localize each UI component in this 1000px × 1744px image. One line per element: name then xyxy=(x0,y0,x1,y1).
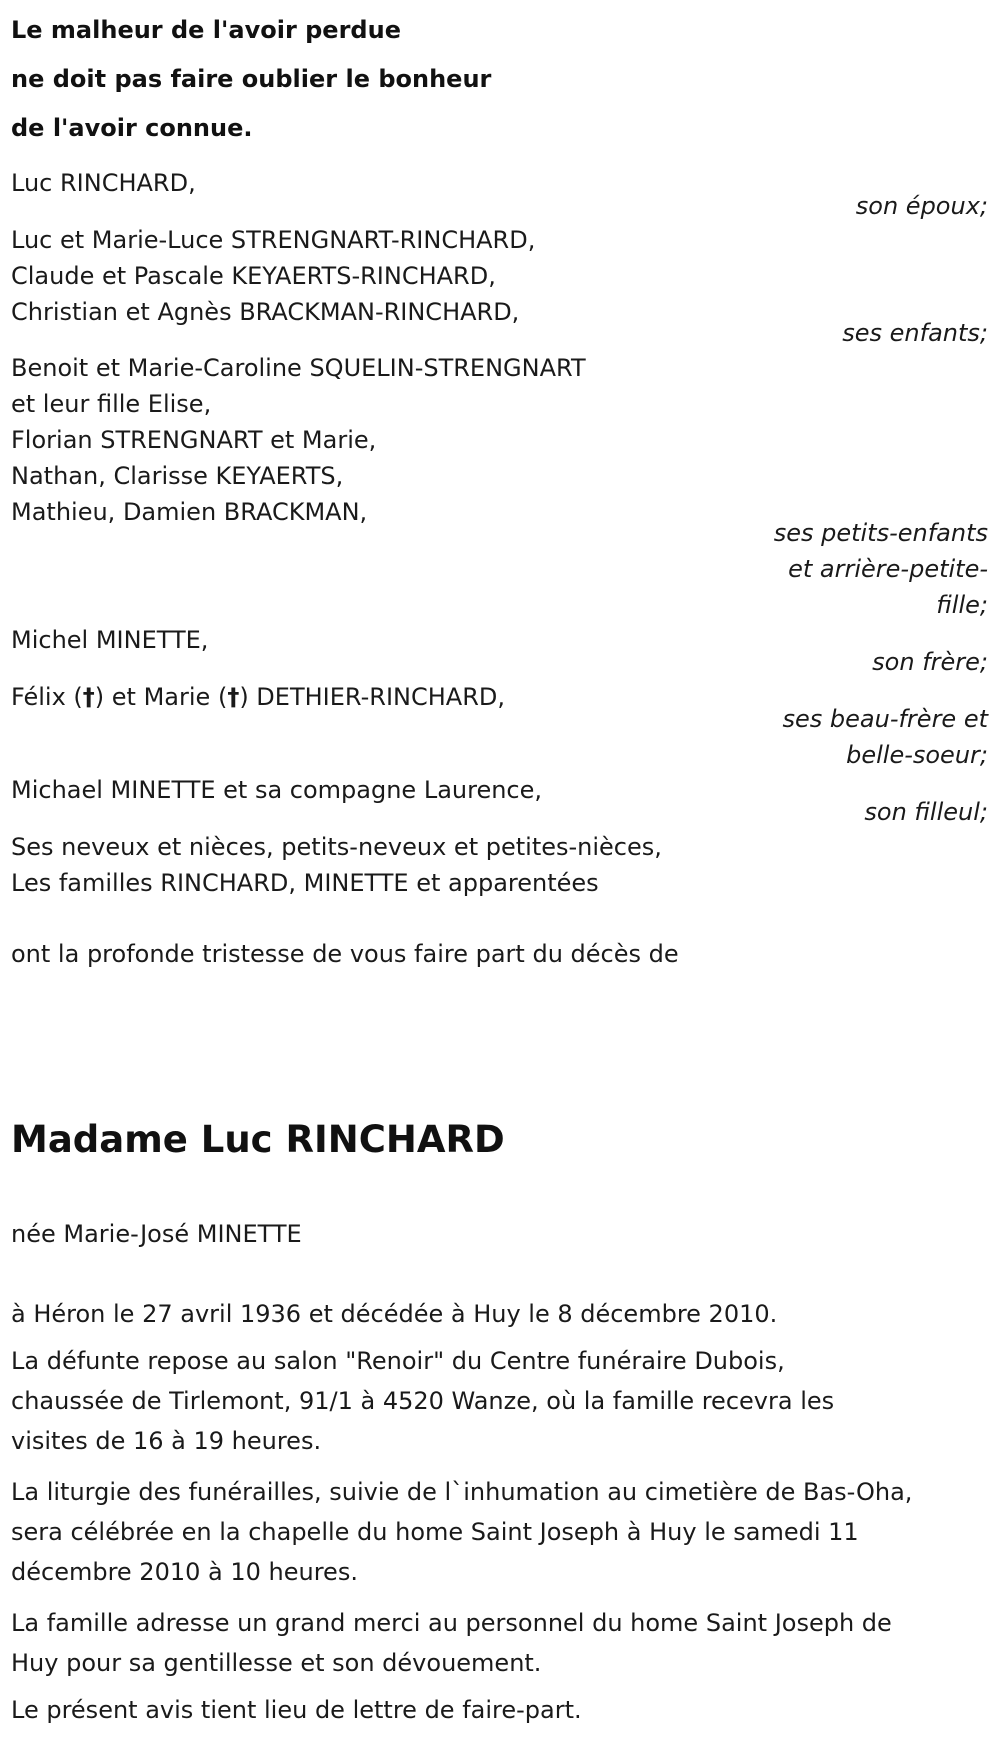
announcement-text: ont la profonde tristesse de vous faire part du décès de xyxy=(11,940,679,968)
paragraph-line: La défunte repose au salon "Renoir" du Centre funéraire Dubois, xyxy=(11,1347,785,1375)
cross-icon: † xyxy=(82,683,95,711)
paragraph-line: Huy pour sa gentillesse et son dévouement. xyxy=(11,1649,542,1677)
motto xyxy=(11,6,491,153)
spouse-role: son époux; xyxy=(855,192,988,220)
brother-role: son frère; xyxy=(872,648,988,676)
godson-role: son filleul; xyxy=(864,798,988,826)
spouse-name: Luc RINCHARD, xyxy=(11,169,196,197)
motto-line: Le malheur de l'avoir perdue xyxy=(11,16,401,44)
godson-name: Michael MINETTE et sa compagne Laurence, xyxy=(11,776,543,804)
in-laws-role-line: ses beau-frère et xyxy=(782,705,988,733)
cross-icon: † xyxy=(227,683,240,711)
paragraph-line: La liturgie des funérailles, suivie de l`inhumation au cimetière de Bas-Oha, xyxy=(11,1478,913,1506)
paragraph-line: visites de 16 à 19 heures. xyxy=(11,1427,322,1455)
grandchild-line: Florian STRENGNART et Marie, xyxy=(11,426,377,454)
paragraph-line: sera célébrée en la chapelle du home Saint Joseph à Huy le samedi 11 xyxy=(11,1518,859,1546)
grandchildren-role-line: ses petits-enfants xyxy=(773,519,988,547)
grandchildren-role-line: et arrière-petite- xyxy=(788,555,988,583)
paragraph-line: décembre 2010 à 10 heures. xyxy=(11,1558,358,1586)
deceased-name: Madame Luc RINCHARD xyxy=(11,1118,505,1161)
thanks-paragraph xyxy=(11,1603,996,1683)
motto-line: ne doit pas faire oublier le bonheur xyxy=(11,65,492,93)
grandchild-line: Nathan, Clarisse KEYAERTS, xyxy=(11,462,344,490)
relatives-line: Les familles RINCHARD, MINETTE et apparentées xyxy=(11,869,599,897)
child-line: Luc et Marie-Luce STRENGNART-RINCHARD, xyxy=(11,226,536,254)
motto-line: de l'avoir connue. xyxy=(11,114,253,142)
grandchildren-role-line: fille; xyxy=(936,591,988,619)
notice-text: Le présent avis tient lieu de lettre de faire-part. xyxy=(11,1696,582,1724)
in-laws-role-line: belle-soeur; xyxy=(846,741,988,769)
grandchild-line: Benoit et Marie-Caroline SQUELIN-STRENGNART xyxy=(11,354,586,382)
child-line: Christian et Agnès BRACKMAN-RINCHARD, xyxy=(11,298,520,326)
brother-name: Michel MINETTE, xyxy=(11,626,209,654)
paragraph-line: chaussée de Tirlemont, 91/1 à 4520 Wanze, où la famille recevra les xyxy=(11,1387,835,1415)
liturgy-paragraph xyxy=(11,1472,996,1592)
repose-paragraph xyxy=(11,1341,996,1461)
in-laws-text: Félix ( xyxy=(11,683,83,711)
grandchild-line: Mathieu, Damien BRACKMAN, xyxy=(11,498,368,526)
in-laws-line xyxy=(11,677,505,717)
in-laws-text: ) DETHIER-RINCHARD, xyxy=(239,683,505,711)
birth-death-text: à Héron le 27 avril 1936 et décédée à Huy le 8 décembre 2010. xyxy=(11,1300,778,1328)
maiden-name: née Marie-José MINETTE xyxy=(11,1220,302,1248)
paragraph-line: La famille adresse un grand merci au personnel du home Saint Joseph de xyxy=(11,1609,892,1637)
grandchild-line: et leur fille Elise, xyxy=(11,390,212,418)
relatives-line: Ses neveux et nièces, petits-neveux et petites-nièces, xyxy=(11,833,662,861)
children-role: ses enfants; xyxy=(842,319,988,347)
in-laws-text: ) et Marie ( xyxy=(94,683,228,711)
child-line: Claude et Pascale KEYAERTS-RINCHARD, xyxy=(11,262,496,290)
